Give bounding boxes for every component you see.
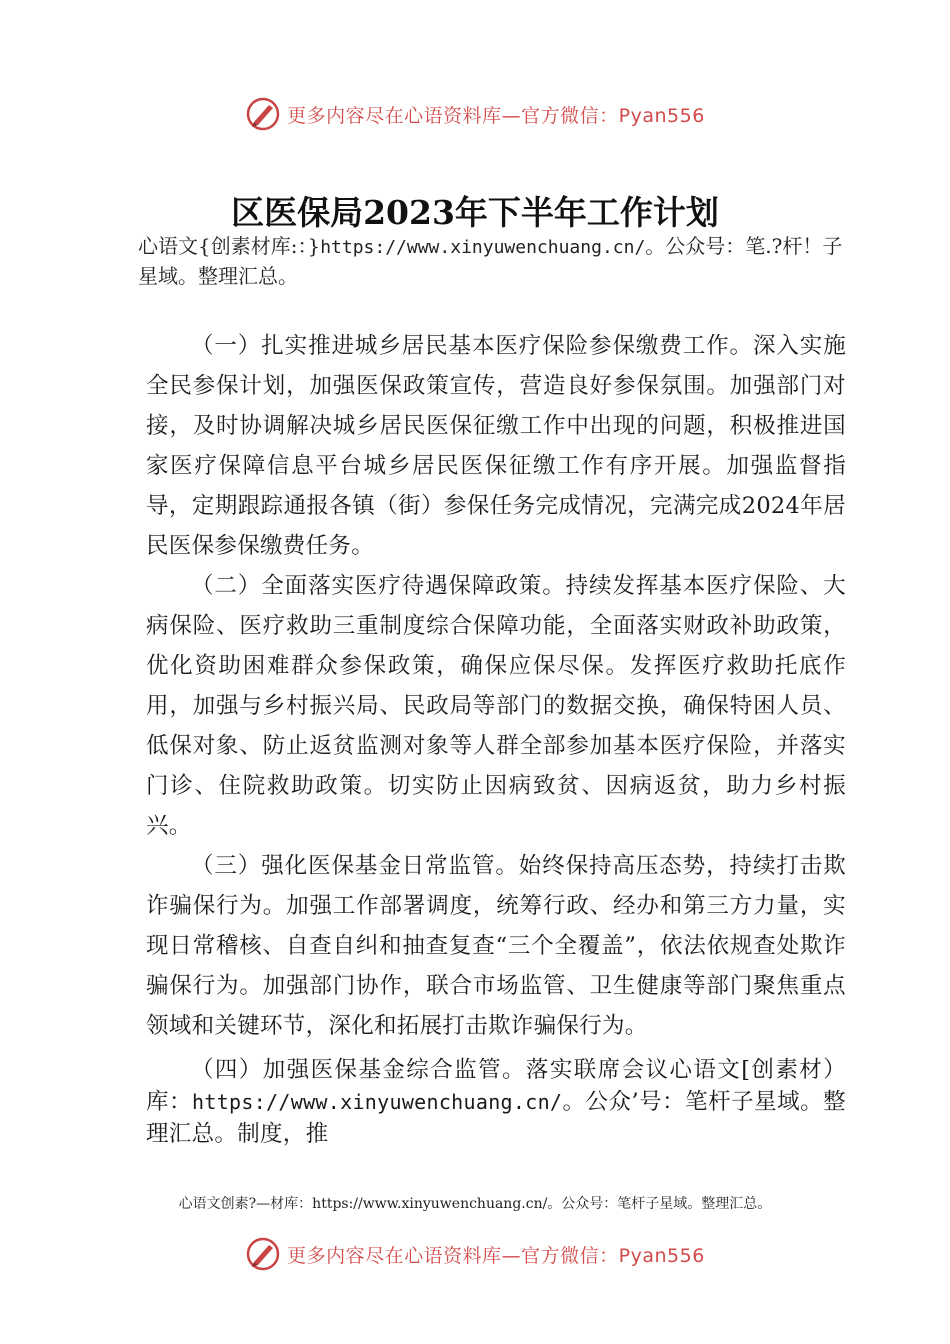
source-url: https://www.xinyuwenchuang.cn/ (320, 237, 646, 258)
para4-prefix: （四）加强医保基金综合监管。落实联席会议心语文[创素材）库： (146, 1057, 846, 1115)
para4-url: https://www.xinyuwenchuang.cn/ (192, 1090, 563, 1114)
paragraph-2: （二）全面落实医疗待遇保障政策。持续发挥基本医疗保险、大病保险、医疗救助三重制度综合保障功能，全面落实财政补助政策，优化资助困难群众参保政策，确保应保尽保。发挥医疗救助托底作用，加强与乡村振兴局、民政局等部门的数据交换，确保特困人员、低保对象、防止返贫监测对象等人群全部参加基本医疗保险，并落实门诊、住院救助政策。切实防止因病致贫、因病返贫，助力乡村振兴。 (146, 573, 846, 839)
document-title: 区医保局2023年下半年工作计划 (231, 193, 719, 232)
footnote: 心语文创素?—材库：https://www.xinyuwenchuang.cn/。公众号：笔杆子星域。整理汇总。 (178, 1196, 772, 1212)
para4-suffix: 。公众’号：笔杆子星域。整理汇总。制度，推 (146, 1089, 846, 1147)
source-line (138, 232, 853, 291)
paragraph-3: （三）强化医保基金日常监管。始终保持高压态势，持续打击欺诈骗保行为。加强工作部署调度，统筹行政、经办和第三方力量，实现日常稽核、自查自纠和抽查复查“三个全覆盖”，依法依规查处欺诈骗保行为。加强部门协作，联合市场监管、卫生健康等部门聚焦重点领域和关键环节，深化和拓展打击欺诈骗保行为。 (146, 853, 846, 1039)
source-suffix: 。公众号：笔.?杆！子星域。整理汇总。 (138, 234, 843, 288)
banner-text: 更多内容尽在心语资料库—官方微信：Pyan556 (287, 104, 705, 127)
paragraph-4 (146, 1054, 846, 1150)
banner-text: 更多内容尽在心语资料库—官方微信：Pyan556 (287, 1244, 705, 1267)
header-banner (0, 92, 950, 136)
paragraph-1: （一）扎实推进城乡居民基本医疗保险参保缴费工作。深入实施全民参保计划，加强医保政策宣传，营造良好参保氛围。加强部门对接，及时协调解决城乡居民医保征缴工作中出现的问题，积极推进国家医疗保障信息平台城乡居民医保征缴工作有序开展。加强监督指导，定期跟踪通报各镇（街）参保任务完成情况，完满完成2024年居民医保参保缴费任务。 (146, 333, 846, 559)
source-prefix: 心语文{创素材库:：} (138, 234, 321, 258)
pen-seal-icon (245, 1236, 281, 1272)
pen-seal-icon (245, 96, 281, 132)
document-body (146, 326, 846, 1150)
footer-banner (0, 1232, 950, 1276)
